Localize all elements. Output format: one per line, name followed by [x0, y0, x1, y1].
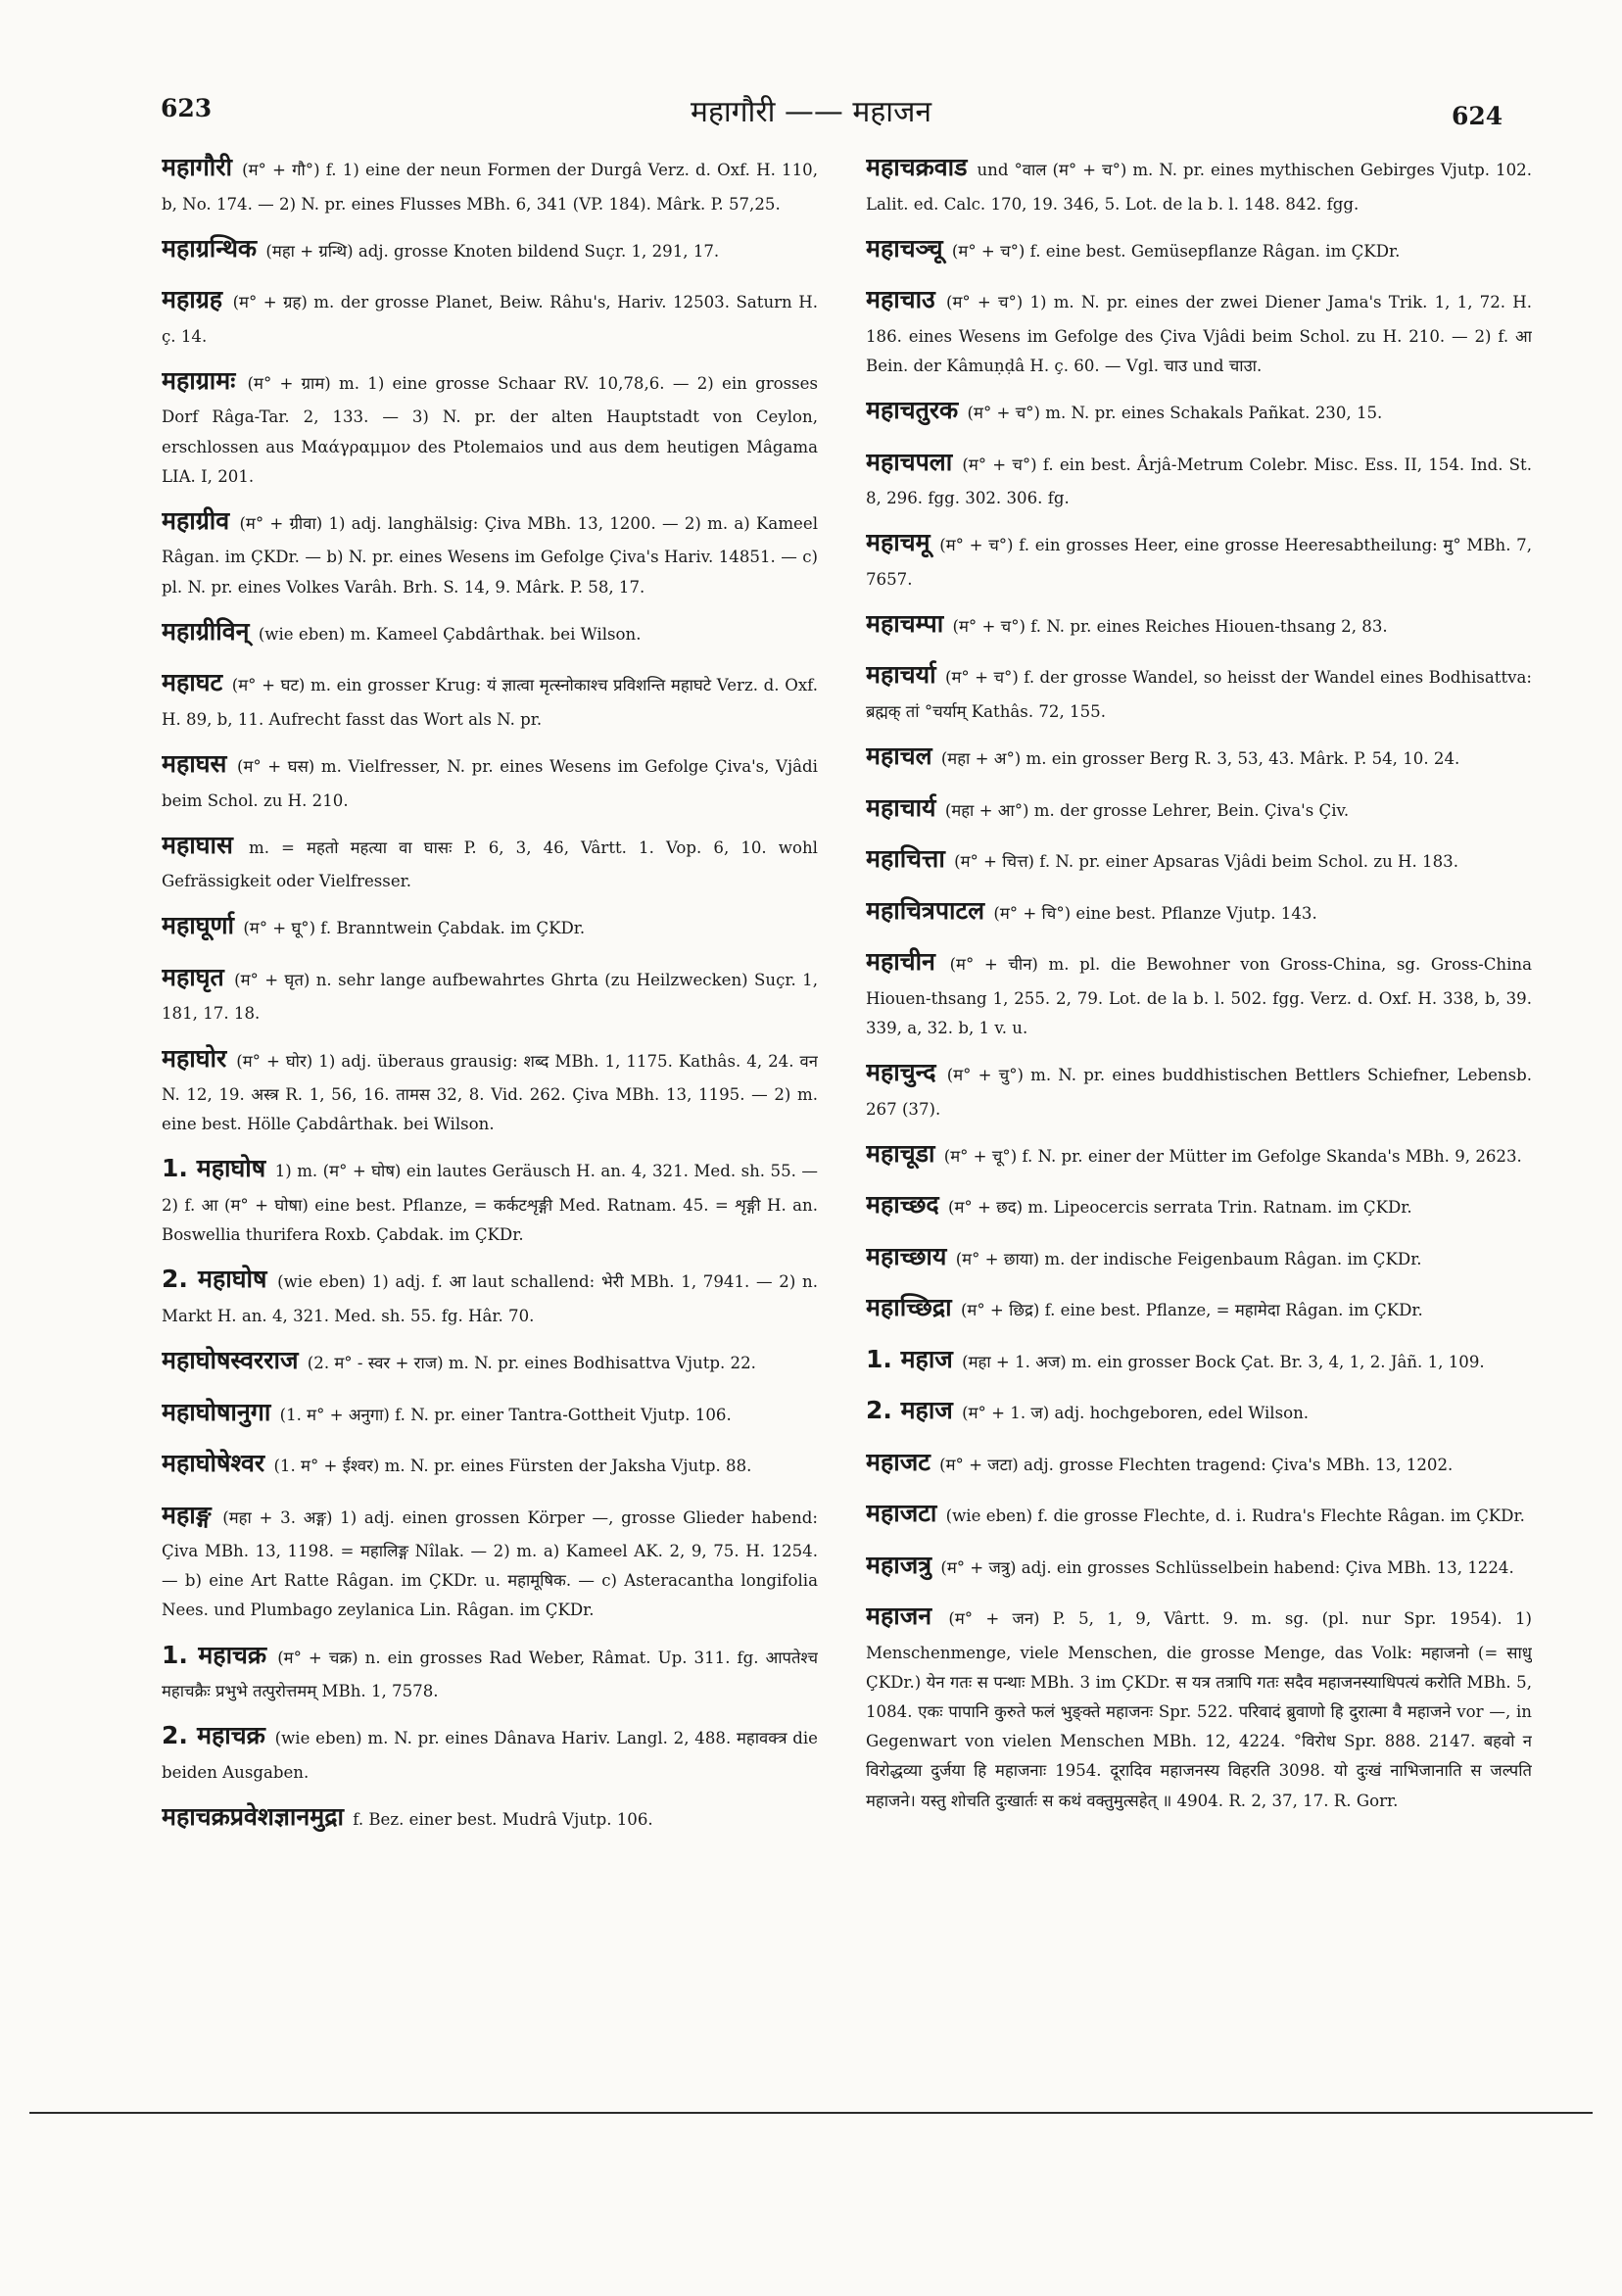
dictionary-entry: [162, 145, 818, 219]
entry-text: (म° + छिद्र) f. eine best. Pflanze, = महामेदा Râgan. im ÇKDr.: [960, 1301, 1423, 1320]
dictionary-entry: [866, 1131, 1532, 1176]
entry-text: (म° + घृत) n. sehr lange aufbewahrtes Ghrta (zu Heilzwecken) Suçr. 1, 181, 17. 18.: [162, 970, 818, 1024]
entry-text: (म° + गौ°) f. 1) eine der neun Formen der Durgâ Verz. d. Oxf. H. 110, b, No. 174. — 2) N. pr. eines Flusses MBh. 6, 341 (VP. 184). Mârk. P. 57,25.: [162, 161, 818, 214]
dictionary-entry: [866, 786, 1532, 831]
dictionary-entry: [866, 652, 1532, 727]
entry-headword: महाजन: [866, 1602, 932, 1631]
entry-text: (म° + घट) m. ein grosser Krug: यं ज्ञात्वा मृत्स्नोकाश्च प्रविशन्ति महाघटे Verz. d. Oxf. H. 89, b, 11. Aufrecht fasst das Wort als N. pr.: [162, 676, 818, 729]
entry-text: (म° + चु°) m. N. pr. eines buddhistischen Bettlers Schiefner, Lebensb. 267 (37).: [866, 1066, 1532, 1119]
dictionary-entry: [866, 520, 1532, 595]
dictionary-entry: [162, 277, 818, 352]
entry-headword: महाघोषानुगा: [162, 1397, 271, 1426]
dictionary-entry: [866, 145, 1532, 219]
entry-headword: महाचमू: [866, 528, 930, 557]
entry-text: (म° + च°) f. ein grosses Heer, eine grosse Heeresabtheilung: मु° MBh. 7, 7657.: [866, 536, 1532, 589]
entry-text: (म° + च°) 1) m. N. pr. eines der zwei Diener Jama's Trik. 1, 1, 72. H. 186. eines Wesens im Gefolge des Çiva Vjâdi beim Schol. zu H. 210. — 2) f. आ Bein. der Kâmuṇḍâ H. ç. 60. — Vgl. चाउ und चाउा.: [866, 293, 1532, 375]
page-header: [0, 0, 1622, 147]
entry-headword: 1. महाज: [866, 1344, 953, 1373]
dictionary-entry: [162, 226, 818, 271]
entry-headword: महाचित्ता: [866, 844, 945, 874]
entry-text: (महा + 3. अङ्ग) 1) adj. einen grossen Körper —, grosse Glieder habend: Çiva MBh. 13, 1198. = महालिङ्ग Nîlak. — 2) m. a) Kameel AK. 2, 9, 75. H. 1254. — b) eine Art Ratte Râgan. im ÇKDr. u. महामूषिक. — c) Asteracantha longifolia Nees. und Plumbago zeylanica Lin. Râgan. im ÇKDr.: [162, 1507, 818, 1620]
dictionary-entry: [866, 1440, 1532, 1485]
entry-text: (म° + च°) f. eine best. Gemüsepflanze Râgan. im ÇKDr.: [951, 241, 1401, 261]
entry-headword: महाचल: [866, 741, 932, 771]
dictionary-entry: [162, 1036, 818, 1140]
dictionary-entry: [162, 955, 818, 1029]
entry-text: (म° + ग्रीवा) 1) adj. langhälsig: Çiva MBh. 13, 1200. — 2) m. a) Kameel Râgan. im ÇKDr. — b) N. pr. eines Wesens im Gefolge Çiva's Hariv. 14851. — c) pl. N. pr. eines Volkes Varâh. Brh. S. 14, 9. Mârk. P. 58, 17.: [162, 513, 818, 597]
entry-headword: महाचूडा: [866, 1138, 935, 1168]
dictionary-entry: [162, 1146, 818, 1250]
dictionary-entry: [866, 888, 1532, 933]
entry-headword: महाघोषेश्वर: [162, 1449, 265, 1477]
entry-text: (म° + च°) f. ein best. Ârjâ-Metrum Colebr. Misc. Ess. II, 154. Ind. St. 8, 296. fgg. 302. 306. fg.: [866, 454, 1532, 508]
dictionary-entry: [866, 1285, 1532, 1330]
running-title: महागौरी —— महाजन: [691, 95, 931, 129]
dictionary-entry: [866, 1491, 1532, 1536]
entry-text: m. = महतो महत्या वा घासः P. 6, 3, 46, Vârtt. 1. Vop. 6, 10. wohl Gefrässigkeit oder Vielfresser.: [162, 837, 818, 891]
right-page-number: 624: [1452, 102, 1503, 130]
dictionary-entry: [866, 226, 1532, 271]
dictionary-entry: [866, 1182, 1532, 1227]
entry-headword: महाचञ्चू: [866, 233, 943, 263]
entry-text: (म° + ग्राम) m. 1) eine grosse Schaar RV. 10,78,6. — 2) ein grosses Dorf Râga-Tar. 2, 133. — 3) N. pr. der alten Hauptstadt von Ceylon, erschlossen aus Μαάγραμμον des Ptolemaios und aus dem heutigen Mâgama LIA. I, 201.: [162, 373, 818, 486]
entry-headword: महाजत्रु: [866, 1550, 932, 1579]
dictionary-entry: [162, 823, 818, 897]
dictionary-entry: [866, 939, 1532, 1043]
entry-headword: महाजटा: [866, 1499, 937, 1528]
entry-text: (म° + च°) f. der grosse Wandel, so heisst der Wandel eines Bodhisattva: ब्रह्मक् तां °चर्याम् Kathâs. 72, 155.: [866, 668, 1532, 721]
entry-text: (म° + ग्रह) m. der grosse Planet, Beiw. Râhu's, Hariv. 12503. Saturn H. ç. 14.: [162, 293, 818, 346]
dictionary-entry: [162, 741, 818, 816]
entry-text: (म° + जन) P. 5, 1, 9, Vârtt. 9. m. sg. (pl. nur Spr. 1954). 1) Menschenmenge, viele Menschen, die grosse Menge, das Volk: महाजनो (= साधु ÇKDr.) येन गतः स पन्थाः MBh. 3 im ÇKDr. स यत्र तत्रापि गतः सदैव महाजनस्याधिपत्यं करोति MBh. 5, 1084. एकः पापानि कुरुते फलं भुङ्क्ते महाजनः Spr. 522. परिवादं ब्रुवाणो हि दुरात्मा वै महाजने vor —, in Gegenwart von vielen Menschen MBh. 12, 4224. °विरोध Spr. 888. 2147. बहवो न विरोद्धव्या दुर्जया हि महाजनाः 1954. दूरादिव महाजनस्य विहरति 3098. यो दुःखं नाभिजानाति स जल्पति महाजने। यस्तु शोचति दुःखार्तः स कथं वक्तुमुत्सहेत् ॥ 4904. R. 2, 37, 17. R. Gorr.: [866, 1609, 1532, 1810]
entry-headword: महाचुन्द: [866, 1058, 936, 1086]
dictionary-entry: [866, 277, 1532, 381]
dictionary-entry: [162, 1257, 818, 1331]
entry-text: 1) m. (म° + घोष) ein lautes Geräusch H. an. 4, 321. Med. sh. 55. — 2) f. आ (म° + घोषा) eine best. Pflanze, = कर्कटशृङ्गी Med. Ratnam. 45. = शृङ्गी H. an. Boswellia thurifera Roxb. Çabdak. im ÇKDr.: [162, 1162, 818, 1245]
entry-text: (2. म° - स्वर + राज) m. N. pr. eines Bodhisattva Vjutp. 22.: [307, 1354, 756, 1372]
entry-headword: महाग्रीविन्: [162, 616, 250, 646]
dictionary-entry: [162, 499, 818, 602]
dictionary-entry: [162, 1493, 818, 1626]
entry-text: f. Bez. einer best. Mudrâ Vjutp. 106.: [353, 1809, 653, 1829]
dictionary-entry: [162, 359, 818, 492]
entry-headword: महाग्रह: [162, 285, 223, 314]
dictionary-entry: [162, 1713, 818, 1788]
dictionary-entry: [162, 903, 818, 948]
entry-text: (म° + घोर) 1) adj. überaus grausig: शब्द MBh. 1, 1175. Kathâs. 4, 24. वन N. 12, 19. अस्त्र R. 1, 56, 16. तामस 32, 8. Vid. 262. Çiva MBh. 13, 1195. — 2) m. eine best. Hölle Çabdârthak. bei Wilson.: [162, 1051, 818, 1134]
entry-text: (म° + चक्र) n. ein grosses Rad Weber, Râmat. Up. 311. fg. आपतेश्च महाचक्रैः प्रभुभे तत्पुरोत्तमम् MBh. 1, 7578.: [162, 1648, 818, 1701]
entry-text: (wie eben) m. Kameel Çabdârthak. bei Wilson.: [258, 624, 642, 644]
dictionary-entry: [162, 1794, 818, 1840]
entry-headword: 2. महाचक्र: [162, 1721, 265, 1750]
entry-headword: 2. महाज: [866, 1396, 953, 1425]
entry-headword: महाघोर: [162, 1043, 227, 1073]
entry-headword: महाचम्पा: [866, 608, 944, 638]
entry-headword: महाघूर्णा: [162, 911, 235, 940]
entry-headword: महाघस: [162, 749, 227, 778]
entry-text: (म° + च°) m. N. pr. eines Schakals Pañkat. 230, 15.: [967, 404, 1383, 423]
dictionary-entry: [866, 1543, 1532, 1588]
entry-text: (1. म° + ईश्वर) m. N. pr. eines Fürsten der Jaksha Vjutp. 88.: [273, 1457, 752, 1475]
entry-headword: महाघट: [162, 668, 223, 697]
dictionary-entry: [162, 1338, 818, 1383]
entry-headword: महाचर्या: [866, 660, 936, 690]
dictionary-entry: [162, 660, 818, 735]
entry-headword: महाच्छिद्रा: [866, 1293, 952, 1322]
entry-text: (म° + चित्त) f. N. pr. einer Apsaras Vjâdi beim Schol. zu H. 183.: [954, 852, 1458, 872]
entry-headword: महाग्रन्थिक: [162, 233, 258, 263]
dictionary-entry: [866, 1050, 1532, 1124]
entry-text: (म° + जटा) adj. grosse Flechten tragend: Çiva's MBh. 13, 1202.: [939, 1455, 1454, 1474]
dictionary-entry: [866, 601, 1532, 646]
entry-headword: महाचतुरक: [866, 396, 959, 425]
dictionary-entry: [162, 1633, 818, 1707]
entry-headword: महाच्छद: [866, 1190, 939, 1220]
entry-text: (म° + छद) m. Lipeocercis serrata Trin. Ratnam. im ÇKDr.: [947, 1198, 1412, 1218]
dictionary-entry: [866, 1594, 1532, 1816]
entry-text: (म° + घस) m. Vielfresser, N. pr. eines Wesens im Gefolge Çiva's, Vjâdi beim Schol. zu H. 210.: [162, 757, 818, 810]
entry-headword: 1. महाघोष: [162, 1154, 266, 1183]
entry-text: (महा + ग्रन्थि) adj. grosse Knoten bildend Suçr. 1, 291, 17.: [265, 241, 720, 261]
entry-headword: महाघोषस्वरराज: [162, 1346, 299, 1374]
entry-headword: महाचक्रप्रवेशज्ञानमुद्रा: [162, 1801, 344, 1831]
dictionary-entry: [162, 1441, 818, 1486]
entry-text: (wie eben) f. die grosse Flechte, d. i. Rudra's Flechte Râgan. im ÇKDr.: [945, 1507, 1525, 1526]
left-page-number: 623: [161, 94, 213, 122]
dictionary-entry: [866, 1337, 1532, 1382]
entry-text: (म° + च°) f. N. pr. eines Reiches Hiouen-thsang 2, 83.: [952, 616, 1388, 636]
dictionary-entry: [866, 440, 1532, 514]
entry-headword: महाघास: [162, 830, 233, 859]
entry-text: (म° + छाया) m. der indische Feigenbaum Râgan. im ÇKDr.: [955, 1249, 1422, 1268]
right-column: [866, 145, 1532, 2055]
entry-text: (म° + 1. ज) adj. hochgeboren, edel Wilson.: [962, 1404, 1310, 1423]
entry-headword: महाङ्ग: [162, 1500, 212, 1529]
entry-text: (म° + चि°) eine best. Pflanze Vjutp. 143.: [993, 903, 1317, 923]
footer-rule: [29, 2112, 1593, 2114]
dictionary-entry: [162, 609, 818, 654]
entry-text: (महा + 1. अज) m. ein grosser Bock Çat. Br. 3, 4, 1, 2. Jâñ. 1, 109.: [962, 1352, 1485, 1371]
dictionary-entry: [866, 1388, 1532, 1433]
entry-text: (म° + जत्रु) adj. ein grosses Schlüsselbein habend: Çiva MBh. 13, 1224.: [940, 1557, 1514, 1577]
entry-headword: 1. महाचक्र: [162, 1640, 267, 1669]
entry-headword: महाचीन: [866, 947, 935, 977]
entry-text: (म° + चीन) m. pl. die Bewohner von Gross-China, sg. Gross-China Hiouen-thsang 1, 255. 2, 79. Lot. de la b. l. 502. fgg. Verz. d. Oxf. H. 338, b, 39. 339, a, 32. b, 1 v. u.: [866, 955, 1532, 1037]
left-column: [162, 145, 818, 2055]
entry-headword: महागौरी: [162, 153, 232, 181]
entry-headword: महाच्छाय: [866, 1241, 947, 1270]
entry-headword: महाग्रीव: [162, 505, 230, 535]
dictionary-entry: [866, 837, 1532, 882]
dictionary-entry: [162, 1390, 818, 1435]
entry-text: (1. म° + अनुगा) f. N. pr. einer Tantra-Gottheit Vjutp. 106.: [279, 1405, 732, 1424]
entry-headword: महाचित्रपाटल: [866, 895, 985, 925]
entry-text: und °वाल (म° + च°) m. N. pr. eines mythischen Gebirges Vjutp. 102. Lalit. ed. Calc. 170, 19. 346, 5. Lot. de la b. l. 148. 842. fgg.: [866, 161, 1532, 214]
entry-headword: महाग्रामः: [162, 365, 236, 395]
entry-headword: महाचपला: [866, 447, 953, 476]
dictionary-entry: [866, 388, 1532, 433]
entry-text: (महा + आ°) m. der grosse Lehrer, Bein. Çiva's Çiv.: [944, 800, 1350, 820]
entry-headword: महाचार्य: [866, 792, 936, 822]
entry-headword: महाघृत: [162, 962, 224, 991]
entry-text: (wie eben) m. N. pr. eines Dânava Hariv. Langl. 2, 488. महावक्त्र die beiden Ausgaben.: [162, 1729, 818, 1782]
entry-text: (महा + अ°) m. ein grosser Berg R. 3, 53, 43. Mârk. P. 54, 10. 24.: [940, 749, 1460, 769]
entry-headword: महाचाउ: [866, 285, 935, 314]
dictionary-entry: [866, 734, 1532, 779]
entry-headword: महाजट: [866, 1447, 930, 1476]
entry-headword: 2. महाघोष: [162, 1265, 267, 1294]
entry-text: (wie eben) 1) adj. f. आ laut schallend: भेरी MBh. 1, 7941. — 2) n. Markt H. an. 4, 321. Med. sh. 55. fg. Hâr. 70.: [162, 1272, 818, 1325]
entry-headword: महाचक्रवाड: [866, 153, 968, 181]
entry-text: (म° + घू°) f. Branntwein Çabdak. im ÇKDr.: [243, 919, 586, 938]
dictionary-entry: [866, 1234, 1532, 1279]
entry-text: (म° + चू°) f. N. pr. einer der Mütter im Gefolge Skanda's MBh. 9, 2623.: [943, 1146, 1522, 1166]
